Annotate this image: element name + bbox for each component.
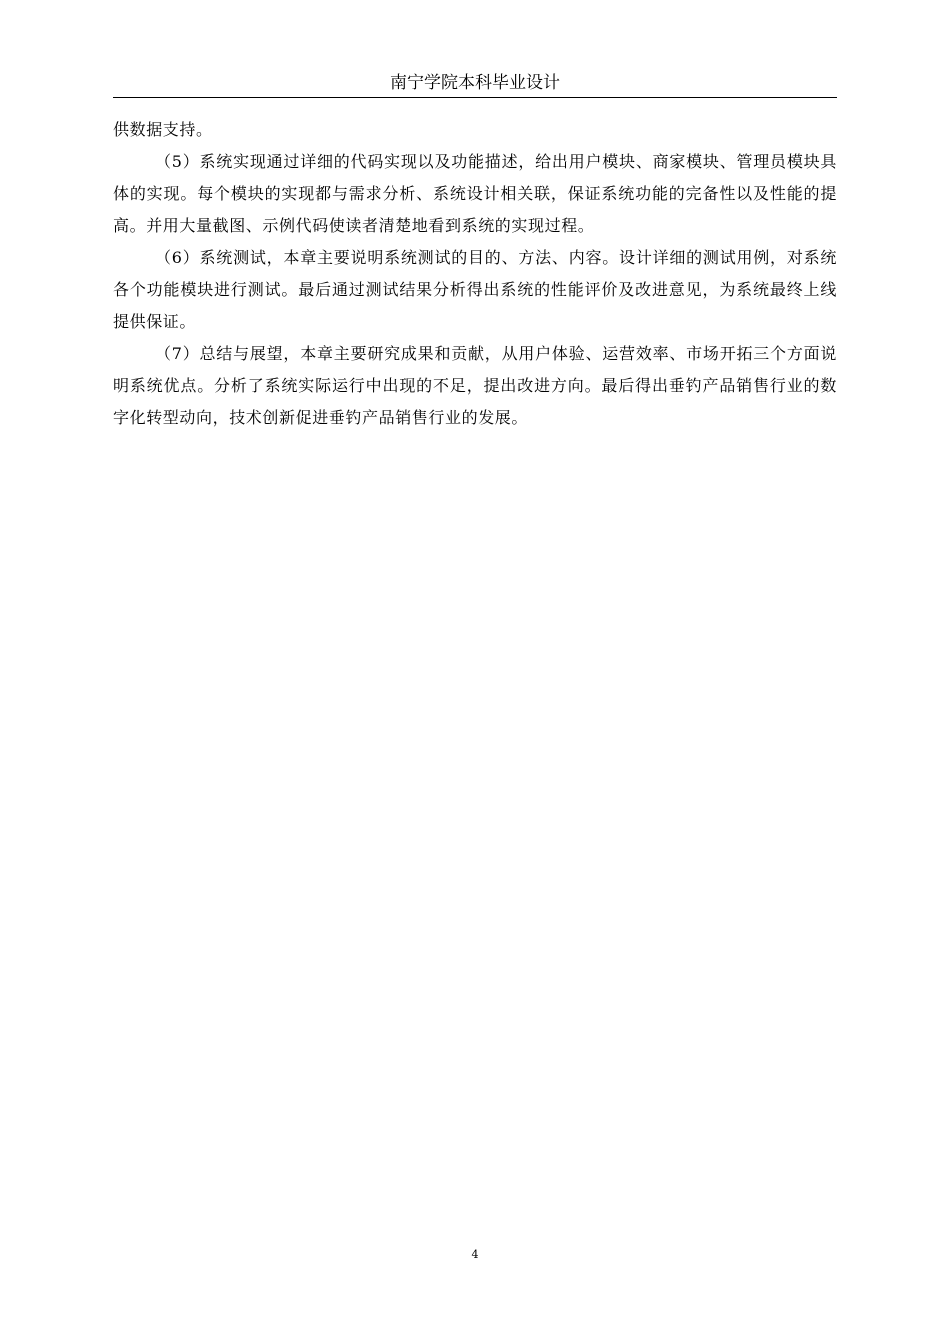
page-number: 4 xyxy=(471,1248,479,1261)
paragraph-item-6: （6）系统测试，本章主要说明系统测试的目的、方法、内容。设计详细的测试用例，对系统各个功能模块进行测试。最后通过测试结果分析得出系统的性能评价及改进意见，为系统最终上线提供保证。 xyxy=(113,248,837,331)
paragraph-item-5: （5）系统实现通过详细的代码实现以及功能描述，给出用户模块、商家模块、管理员模块具体的实现。每个模块的实现都与需求分析、系统设计相关联，保证系统功能的完备性以及性能的提高。并用大量截图、示例代码使读者清楚地看到系统的实现过程。 xyxy=(113,152,837,235)
header-divider xyxy=(113,97,837,98)
page-header-title: 南宁学院本科毕业设计 xyxy=(390,73,560,93)
paragraph-continuation: 供数据支持。 xyxy=(113,120,213,139)
paragraph-item-7: （7）总结与展望，本章主要研究成果和贡献，从用户体验、运营效率、市场开拓三个方面说明系统优点。分析了系统实际运行中出现的不足，提出改进方向。最后得出垂钓产品销售行业的数字化转型动向，技术创新促进垂钓产品销售行业的发展。 xyxy=(113,344,837,427)
body-text xyxy=(113,114,837,434)
